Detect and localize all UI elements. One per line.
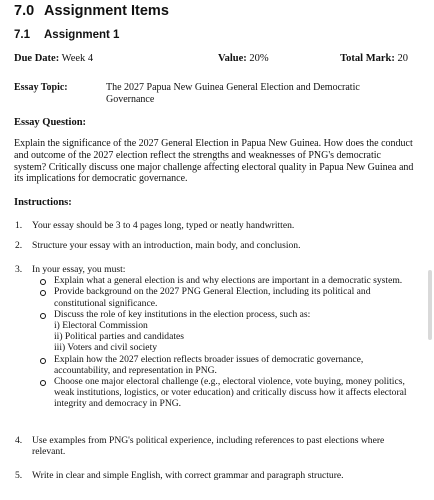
list-item: Choose one major electoral challenge (e.g., electoral violence, vote buying, money politics, weak institutions, logistics, or voter education) and critically discuss how it affects electoral integrity and democracy in PNG. (32, 376, 414, 410)
essay-topic-value: The 2027 Papua New Guinea General Election and Democratic Governance (106, 82, 360, 105)
list-item: Provide background on the 2027 PNG General Election, including its political and constitutional significance. (32, 286, 414, 308)
sub-item: ii) Political parties and candidates (54, 331, 185, 343)
instruction-item-3 (14, 264, 414, 410)
list-item: Explain how the 2027 election reflects broader issues of democratic governance, accountability, and representation in PNG. (32, 354, 414, 376)
item-number: 3. (15, 264, 23, 275)
value-label: Value: (218, 53, 247, 64)
section-number: 7.0 (14, 3, 35, 19)
total-mark-label: Total Mark: (340, 53, 395, 64)
item-text: Structure your essay with an introduction, main body, and conclusion. (32, 240, 301, 251)
item-number: 5. (15, 470, 23, 481)
section-heading (14, 3, 169, 19)
instruction-item-1 (14, 220, 414, 231)
list-item-text: Discuss the role of key institutions in the election process, such as: (54, 308, 311, 320)
item-number: 2. (15, 240, 23, 251)
item-text: Write in clear and simple English, with correct grammar and paragraph structure. (32, 470, 344, 481)
due-date-label: Due Date: (14, 53, 60, 64)
subsection-heading (14, 29, 119, 41)
item-text: Your essay should be 3 to 4 pages long, typed or neatly handwritten. (32, 220, 295, 231)
sub-item: i) Electoral Commission (54, 320, 148, 332)
essay-topic (14, 82, 409, 106)
instructions-heading: Instructions: (14, 197, 72, 208)
total-mark (340, 53, 408, 64)
instruction-item-5 (14, 470, 414, 481)
subsection-title: Assignment 1 (44, 29, 120, 41)
institutions-list (54, 320, 414, 354)
essay-question-heading: Essay Question: (14, 117, 87, 128)
subsection-number: 7.1 (14, 29, 30, 41)
item-text: Use examples from PNG's political experience, including references to past elections where relevant. (32, 435, 385, 458)
due-date-value: Week 4 (61, 53, 94, 64)
due-date (14, 53, 93, 64)
list-item: Explain what a general election is and why elections are important in a democratic system. (32, 275, 414, 286)
section-title: Assignment Items (44, 3, 169, 19)
instruction-item-2 (14, 240, 414, 251)
instruction-item-4 (14, 435, 414, 457)
assignment-meta (14, 53, 408, 69)
sub-item: iii) Voters and civil society (54, 342, 158, 354)
item-number: 1. (15, 220, 23, 231)
list-item (32, 309, 414, 354)
essay-question-text: Explain the significance of the 2027 General Election in Papua New Guinea. How does the conduct and outcome of the 2027 election reflect the strengths and weaknesses of PNG's democratic system? Critically discuss one major challenge affecting electoral quality in Papua New Guinea and its implications for democratic governance. (14, 138, 414, 185)
scrollbar-thumb[interactable] (428, 270, 432, 340)
total-mark-value: 20 (397, 53, 408, 64)
value-value: 20% (249, 53, 269, 64)
item-number: 4. (15, 435, 23, 446)
item-text: In your essay, you must: (32, 264, 126, 275)
essay-topic-label: Essay Topic: (14, 82, 68, 93)
requirements-list (32, 275, 414, 409)
assignment-value (218, 53, 269, 64)
